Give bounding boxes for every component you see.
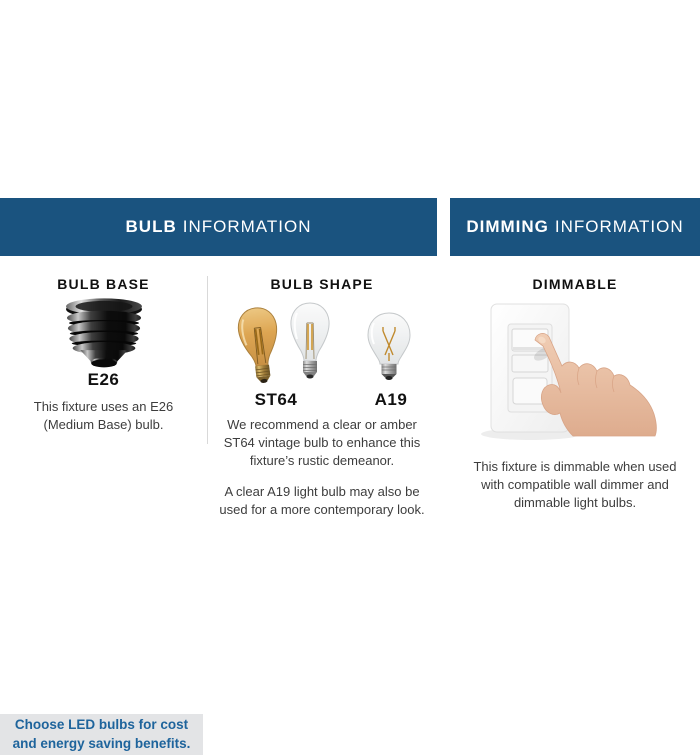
bulb-base-column — [0, 262, 207, 751]
dimmable-description: This fixture is dimmable when used with compatible wall dimmer and dimmable light bulbs. — [473, 459, 677, 510]
dimmer-switch-image — [451, 300, 699, 446]
bulb-header-bold-text: BULB — [125, 217, 177, 236]
dimmable-heading: DIMMABLE — [532, 276, 618, 292]
dimming-header-rest-text: INFORMATION — [554, 217, 684, 236]
a19-label: A19 — [374, 390, 408, 409]
bulb-shape-description-1: We recommend a clear or amber ST64 vintage bulb to enhance this fixture’s rustic demeanor. — [223, 417, 421, 468]
dimming-information-header — [450, 198, 700, 256]
a19-clear-bulb — [368, 313, 410, 380]
st64-amber-bulb — [236, 306, 283, 386]
e26-base-image — [56, 296, 152, 370]
bulb-shape-heading: BULB SHAPE — [270, 276, 374, 292]
led-tip-box — [0, 714, 203, 755]
bulb-shape-description-2: A clear A19 light bulb may also be used for a more contemporary look. — [219, 483, 425, 517]
e26-label: E26 — [87, 370, 120, 389]
bulb-header-rest-text: INFORMATION — [182, 217, 312, 236]
bulb-shape-column — [207, 262, 437, 519]
led-tip-text: Choose LED bulbs for cost and energy saving benefits. — [12, 717, 191, 751]
dimming-header-bold-text: DIMMING — [466, 217, 549, 236]
bulb-shape-labels — [207, 390, 437, 410]
st64-clear-bulb — [291, 303, 329, 379]
bulb-shapes-image — [207, 296, 437, 388]
st64-label: ST64 — [254, 390, 298, 409]
bulb-information-header — [0, 198, 437, 256]
dimmable-column — [450, 262, 700, 512]
bulb-base-heading: BULB BASE — [57, 276, 150, 292]
bulb-base-description: This fixture uses an E26 (Medium Base) bulb. — [33, 399, 174, 432]
